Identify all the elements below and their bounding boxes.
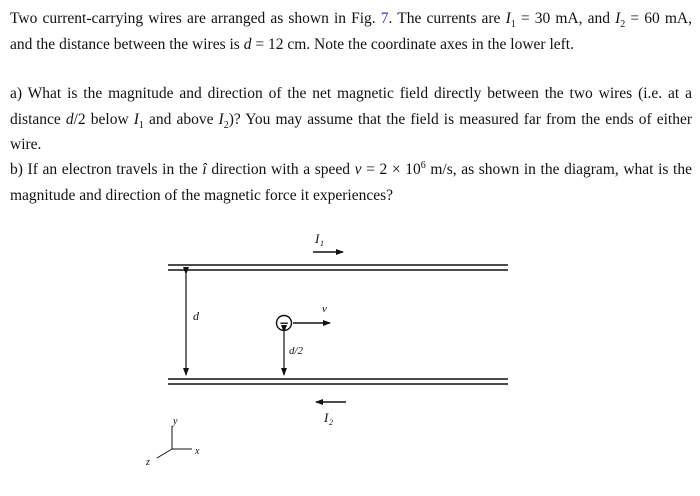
wire-2: [168, 379, 508, 384]
current-2-subscript: 2: [620, 19, 626, 31]
figure-reference-link[interactable]: 7: [380, 10, 389, 27]
part-b-text-2: direction with a speed: [206, 161, 355, 178]
distance-symbol: d: [243, 35, 252, 53]
part-a-text-1: a) What is the magnitude and direction of the net magnetic field directly between the two wires (i.e. at a distance: [10, 85, 692, 128]
part-a-distance-symbol: d: [65, 110, 74, 128]
axis-z-label: z: [146, 457, 150, 468]
intro-text-3: mA, and the distance between the wires is: [10, 10, 692, 53]
electron-sign: −: [278, 316, 290, 330]
part-a-current-2-subscript: 2: [223, 119, 229, 131]
part-b-text-3: m/s, as shown in the diagram, what is the magnitude and direction of the magnetic force it experiences?: [10, 161, 692, 204]
current-1-symbol: I: [505, 10, 511, 27]
wire-2-subscript: 2: [329, 418, 333, 427]
axis-x-label: x: [195, 446, 200, 457]
wire-1-label: I: [315, 231, 320, 246]
speed-symbol: v: [354, 161, 362, 178]
speed-value: = 2 × 10: [361, 161, 421, 178]
current-1-value: = 30 mA, and: [515, 10, 616, 27]
part-a-text-3: )? You may assume that the field is measured far from the ends of either wire.: [10, 110, 692, 153]
part-a-text-2: and above: [143, 110, 219, 128]
distance-d-label: d: [193, 309, 199, 323]
current-2-symbol: I: [615, 10, 621, 27]
part-a-current-2-symbol: I: [218, 110, 224, 128]
velocity-label: v: [322, 303, 327, 315]
part-a-current-1-symbol: I: [133, 110, 139, 128]
unit-vector-i-hat: î: [202, 161, 207, 178]
wire-1-subscript: 1: [320, 239, 324, 248]
half-distance-label: d/2: [289, 345, 304, 357]
coordinate-axes: [145, 416, 200, 468]
distance-value: = 12 cm. Note the coordinate axes in the lower left.: [251, 35, 574, 53]
part-b-text-1: b) If an electron travels in the: [10, 161, 203, 178]
z-axis: [157, 449, 172, 458]
speed-exponent: 6: [420, 159, 426, 171]
wire-2-label: I: [324, 410, 329, 425]
current-1-subscript: 1: [510, 19, 516, 31]
intro-text-2: . The currents are: [388, 10, 506, 27]
part-a-current-1-subscript: 1: [138, 119, 144, 131]
axis-y-label: y: [173, 416, 178, 427]
part-a-half-text: /2 below: [73, 110, 134, 128]
wire-1: [168, 265, 508, 270]
current-2-value: = 60: [625, 10, 660, 27]
intro-text-1: Two current-carrying wires are arranged as shown in Fig.: [10, 10, 381, 27]
